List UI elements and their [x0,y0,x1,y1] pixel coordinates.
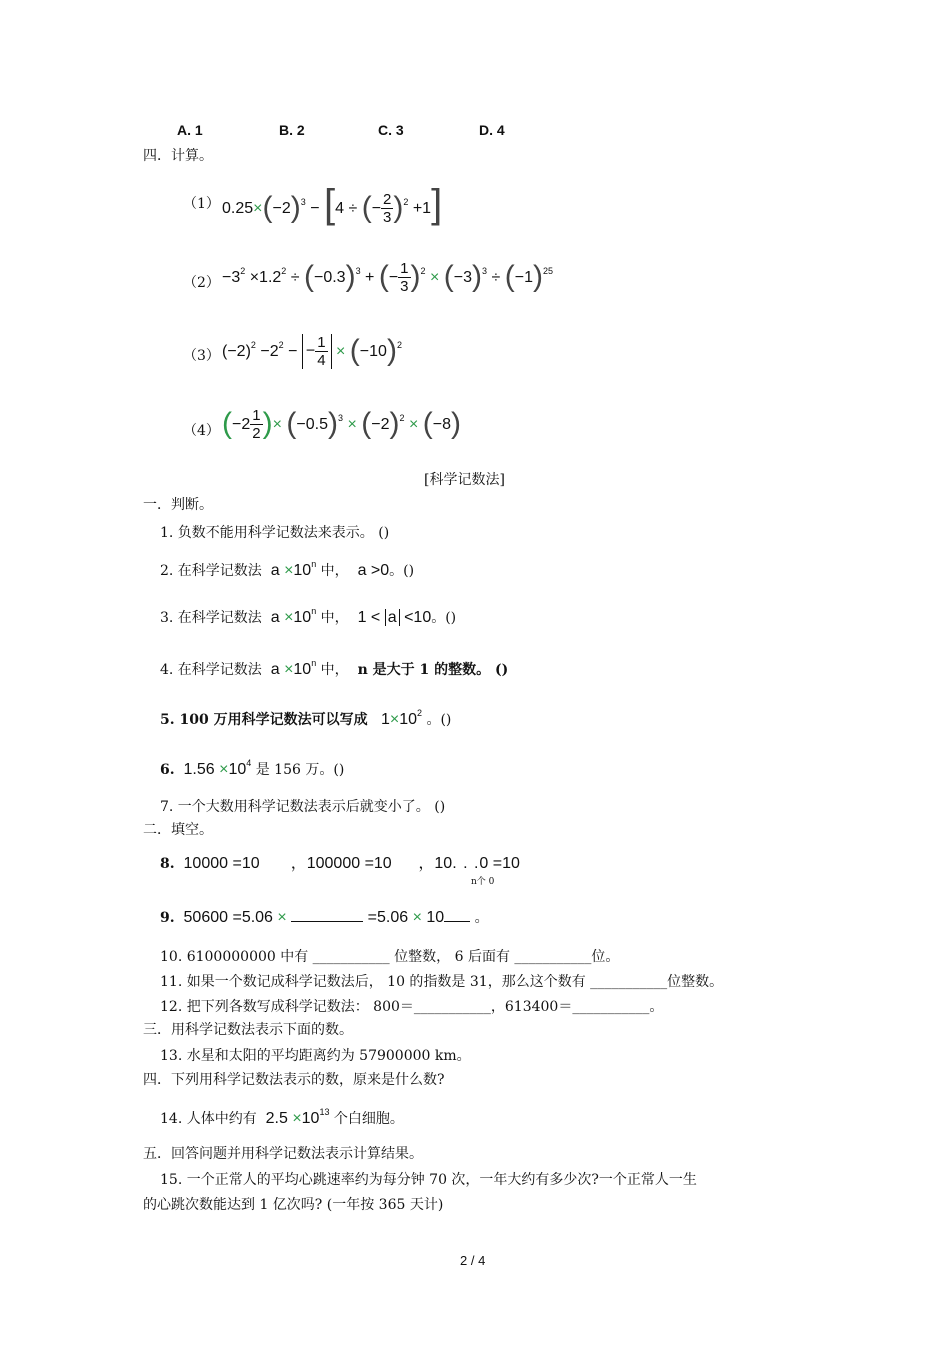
question-1: 1. 负数不能用科学记数法来表示。 () [160,525,390,541]
question-9: 9. 50600 =5.06 × =5.06 × 10 。 [160,909,489,926]
calc-3-label: （3） [183,348,220,364]
section-title-answer: 五．回答问题并用科学记数法表示计算结果。 [143,1146,423,1162]
question-12: 12. 把下列各数写成科学记数法： 800＝___________，613400＝___________。 [160,999,664,1015]
option-d: D. 4 [479,122,505,138]
question-15-line2: 的心跳次数能达到 1 亿次吗? (一年按 365 天计) [143,1197,444,1213]
section-title-judge: 一．判断。 [143,497,213,513]
question-10: 10. 6100000000 中有 ___________ 位整数， 6 后面有 ___________位。 [160,949,620,965]
question-3: 3. 在科学记数法 $a \times 10^n$ 中， 1 < a <10。() [160,605,457,626]
question-15-line1: 15. 一个正常人的平均心跳速率约为每分钟 70 次，一年大约有多少次?一个正常人一生 [160,1172,697,1188]
section-title-calc: 四．计算。 [143,148,213,164]
section-title-fill: 二．填空。 [143,822,213,838]
question-8-note: n个 0 [471,877,495,887]
question-4: 4. 在科学记数法 $a \times 10^n$ 中， n 是大于 1 的整数。 () [160,657,509,678]
calc-4-label: （4） [183,423,220,439]
option-a: A. 1 [177,122,203,138]
option-b: B. 2 [279,122,305,138]
question-6: 6. $1.56 \times 10^4$ 是 156 万。() [160,757,345,778]
section-title-express: 三．用科学记数法表示下面的数。 [143,1022,353,1038]
calc-2-expr: $-3^2 \times 1.2^2 \div (-0.3)^3$ + (− $\frac{1}{3}$ )$^2 \times (-3)^3 \div (-1)^{25}$ [222,260,553,296]
section-title-original: 四．下列用科学记数法表示的数，原来是什么数? [143,1072,445,1088]
question-2: 2. 在科学记数法 $a \times 10^n$ 中， a >0。() [160,558,415,579]
question-13: 13. 水星和太阳的平均距离约为 57900000 km。 [160,1048,471,1064]
calc-1-expr: $0.25\times(-2)^3 - [4$ ÷ (− $\frac{2}{3}$ )$^2$ +1] [222,182,443,227]
question-11: 11. 如果一个数记成科学记数法后， 10 的指数是 31，那么这个数有 ___________位整数。 [160,974,724,990]
page-number: 2 / 4 [460,1253,486,1268]
question-14: 14. 人体中约有 $2.5 \times 10^{13}$ 个白细胞。 [160,1106,404,1127]
heading-scientific-notation: [科学记数法] [424,472,505,488]
question-8: 8. 10000 =10 ，100000 =10 ，10. . .0 =10 [160,855,520,872]
question-5: 5. 100 万用科学记数法可以写成 $1\times 10^2$ 。() [160,707,452,728]
calc-3-expr: $(-2)^2 -2^2$ − − $\frac{1}{4}$ × $(-10)^2$ [222,334,402,370]
calc-1-label: （1） [183,196,220,212]
question-7: 7. 一个大数用科学记数法表示后就变小了。 () [160,799,446,815]
calc-2-label: （2） [183,275,220,291]
calc-4-expr: (−2 $\frac{1}{2}$ )× $(-0.5)^3 \times (-2)^2 \times (-8)$ [222,407,462,443]
option-c: C. 3 [378,122,404,138]
